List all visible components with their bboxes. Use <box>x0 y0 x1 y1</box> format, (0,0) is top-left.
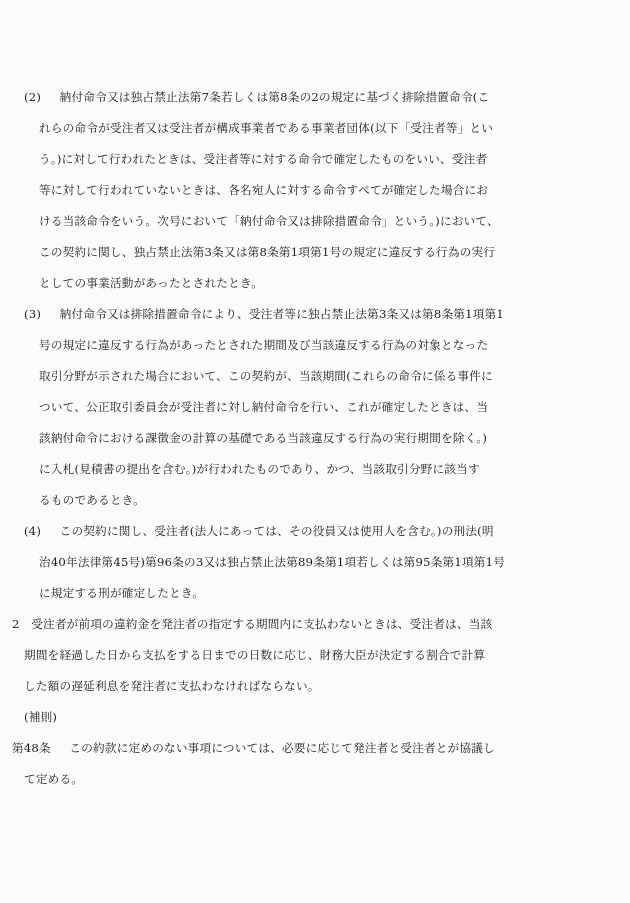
article-marker: 第48条 <box>12 741 51 755</box>
clause-text: に規定する刑が確定したとき。 <box>39 586 205 600</box>
clause-line <box>0 578 630 609</box>
clause-line <box>0 640 630 671</box>
clause-line <box>0 547 630 578</box>
clause-text: この約款に定めのない事項については、必要に応じて発注者と受注者とが協議し <box>69 741 495 755</box>
clause-line <box>0 609 630 640</box>
clause-line <box>0 361 630 392</box>
item-marker: (2) <box>24 90 42 104</box>
clause-article-48 <box>0 733 630 795</box>
clause-line <box>0 671 630 702</box>
clause-text: 期間を経過した日から支払をする日までの日数に応じ、財務大臣が決定する割合で計算 <box>24 648 486 662</box>
clause-line <box>0 113 630 144</box>
clause-line <box>0 82 630 113</box>
clause-line <box>0 392 630 423</box>
clause-text: としての事業活動があったとされたとき。 <box>39 276 264 290</box>
clause-text: ついて、公正取引委員会が受注者に対し納付命令を行い、これが確定したときは、当 <box>39 400 489 414</box>
clause-line <box>0 268 630 299</box>
clause-text: 該納付命令における課徴金の計算の基礎である当該違反する行為の実行期間を除く。) <box>39 431 488 445</box>
clause-text: この契約に関し、独占禁止法第3条又は第8条第1項第1号の規定に違反する行為の実行 <box>39 245 496 259</box>
clause-text: に入札(見積書の提出を含む。)が行われたものであり、かつ、当該取引分野に該当す <box>39 462 480 476</box>
clause-line <box>0 144 630 175</box>
clause-text: て定める。 <box>24 772 84 786</box>
clause-text: この契約に関し、受注者(法人にあっては、その役員又は使用人を含む。)の刑法(明 <box>59 524 494 538</box>
clause-line <box>0 299 630 330</box>
clause-line <box>0 733 630 764</box>
clause-paragraph-2 <box>0 609 630 702</box>
clause-text: した額の遅延利息を発注者に支払わなければならない。 <box>24 679 320 693</box>
clause-item-4 <box>0 516 630 609</box>
clause-line <box>0 516 630 547</box>
paragraph-marker: 2 <box>12 617 20 631</box>
clause-item-3 <box>0 299 630 516</box>
clause-line <box>0 206 630 237</box>
clause-text: 取引分野が示された場合において、この契約が、当該期間(これらの命令に係る事件に <box>39 369 493 383</box>
clause-text: るものであるとき。 <box>39 493 145 507</box>
clause-text: 等に対して行われていないときは、各名宛人に対する命令すべてが確定した場合にお <box>39 183 489 197</box>
clause-line <box>0 485 630 516</box>
item-marker: (3) <box>24 307 42 321</box>
clause-text: う。)に対して行われたときは、受注者等に対する命令で確定したものをいい、受注者 <box>39 152 488 166</box>
clause-text: れらの命令が受注者又は受注者が構成事業者である事業者団体(以下「受注者等」とい <box>39 121 494 135</box>
item-marker: (4) <box>24 524 42 538</box>
clause-item-2 <box>0 82 630 299</box>
clause-text: 治40年法律第45号)第96条の3又は独占禁止法第89条第1項若しくは第95条第1項第1号 <box>39 555 506 569</box>
clause-text: ける当該命令をいう。次号において「納付命令又は排除措置命令」という。)において、 <box>39 214 499 228</box>
clause-line <box>0 764 630 795</box>
section-heading-hosoku <box>0 702 630 733</box>
clause-text: 納付命令又は独占禁止法第7条若しくは第8条の2の規定に基づく排除措置命令(こ <box>59 90 490 104</box>
clause-line <box>0 330 630 361</box>
clause-text: 号の規定に違反する行為があったとされた期間及び当該違反する行為の対象となった <box>39 338 489 352</box>
clause-line <box>0 454 630 485</box>
clause-line <box>0 175 630 206</box>
section-heading-text: (補則) <box>24 710 58 724</box>
document-body <box>0 82 630 795</box>
clause-text: 納付命令又は排除措置命令により、受注者等に独占禁止法第3条又は第8条第1項第1 <box>59 307 505 321</box>
clause-line <box>0 237 630 268</box>
clause-text: 受注者が前項の違約金を発注者の指定する期間内に支払わないときは、受注者は、当該 <box>31 617 493 631</box>
clause-line <box>0 423 630 454</box>
